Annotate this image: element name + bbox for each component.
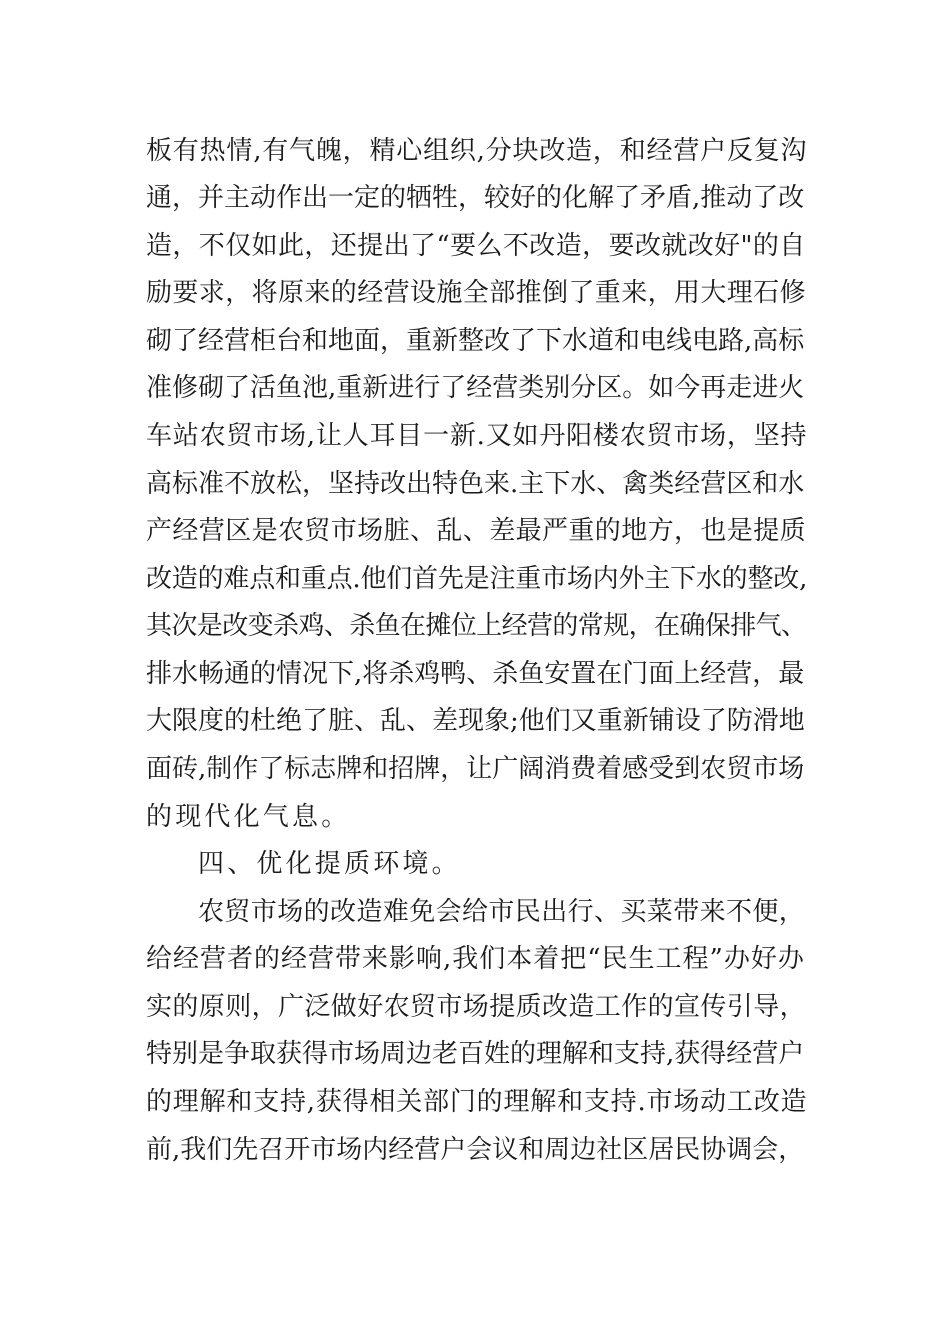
text-line: 的现代化气息。 [146,802,351,832]
text-line: 产经营区是农贸市场脏、乱、差最严重的地方，也是提质 [146,516,807,546]
text-line: 砌了经营柜台和地面，重新整改了下水道和电线电路,高标 [146,326,805,356]
text-line: 大限度的杜绝了脏、乱、差现象;他们又重新铺设了防滑地 [146,706,805,736]
text-line: 实的原则，广泛做好农贸市场提质改造工作的宣传引导， [146,992,807,1022]
text-line: 的理解和支持,获得相关部门的理解和支持.市场动工改造 [146,1087,808,1117]
text-line: 高标准不放松，坚持改出特色来.主下水、禽类经营区和水 [146,469,805,499]
text-line: 车站农贸市场,让人耳目一新.又如丹阳楼农贸市场，坚持 [146,421,808,451]
text-line: 通，并主动作出一定的牺牲，较好的化解了矛盾,推动了改 [146,183,805,213]
paragraph-start-line: 农贸市场的改造难免会给市民出行、买菜带来不便， [198,897,806,927]
text-line: 造，不仅如此，还提出了“要么不改造，要改就改好"的自 [146,231,806,261]
text-line: 改造的难点和重点.他们首先是注重市场内外主下水的整改, [146,564,808,594]
text-line: 准修砌了活鱼池,重新进行了经营类别分区。如今再走进火 [146,373,805,403]
text-line: 板有热情,有气魄，精心组织,分块改造，和经营户反复沟 [146,136,808,166]
text-line: 其次是改变杀鸡、杀鱼在摊位上经营的常规，在确保排气、 [146,611,807,641]
section-heading: 四、优化提质环境。 [198,849,461,879]
text-line: 排水畅通的情况下,将杀鸡鸭、杀鱼安置在门面上经营，最 [146,659,805,689]
text-line: 给经营者的经营带来影响,我们本着把“民生工程”办好办 [146,944,805,974]
text-line: 特别是争取获得市场周边老百姓的理解和支持,获得经营户 [146,1039,805,1069]
text-line: 前,我们先召开市场内经营户会议和周边社区居民协调会， [146,1135,805,1165]
text-line: 面砖,制作了标志牌和招牌，让广阔消费着感受到农贸市场 [146,754,805,784]
text-line: 励要求，将原来的经营设施全部推倒了重来，用大理石修 [146,278,807,308]
